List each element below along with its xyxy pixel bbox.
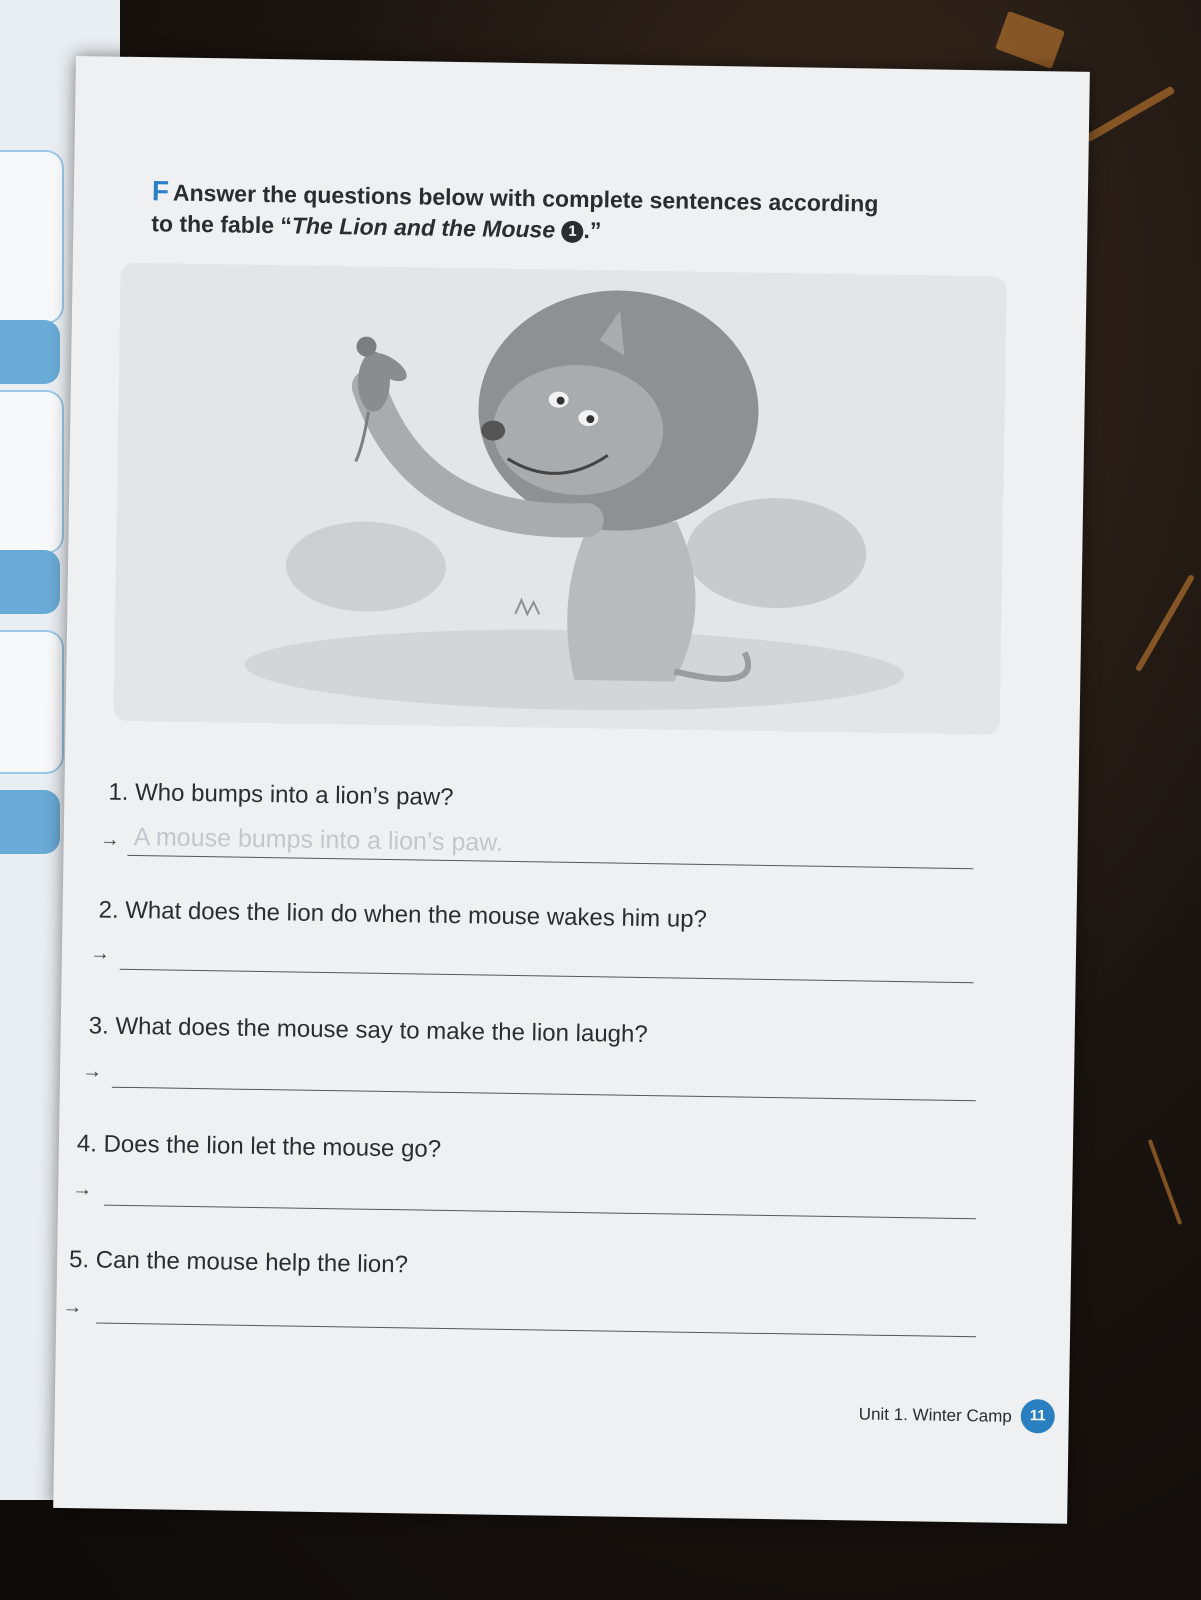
question-text: What does the mouse say to make the lion laugh? [115,1012,648,1049]
question-1 [108,779,453,812]
circled-number: 1 [561,221,583,243]
unit-label: Unit 1. Winter Camp [858,1404,1012,1426]
question-number: 1. [108,778,129,806]
question-text: Does the lion let the mouse go? [103,1130,442,1163]
sample-answer-1: A mouse bumps into a lion’s paw. [133,823,504,857]
question-number: 2. [98,896,119,924]
question-2 [98,896,707,934]
question-number: 4. [76,1130,98,1158]
question-text: Can the mouse help the lion? [95,1246,409,1279]
section-letter: F [151,175,170,207]
marble-vein [1148,1139,1183,1225]
answer-line-3[interactable] [112,1087,976,1102]
marble-vein [1085,86,1176,143]
answer-arrow-icon: → [62,1295,83,1319]
previous-page-box [0,150,64,324]
answer-line-1[interactable] [127,855,973,869]
question-text: What does the lion do when the mouse wakes him up? [125,896,708,934]
instruction-text [151,175,1012,253]
fable-title: The Lion and the Mouse [291,212,556,243]
question-3 [89,1012,648,1049]
instruction-line1: Answer the questions below with complete sentences according [172,179,879,217]
previous-page-tab [0,320,60,384]
answer-arrow-icon: → [99,828,120,851]
workbook-page [53,56,1090,1524]
previous-page-box [0,390,64,554]
question-number: 5. [68,1246,90,1274]
answer-line-2[interactable] [120,969,974,983]
question-4 [77,1130,442,1164]
answer-arrow-icon: → [89,942,111,965]
instruction-line2-suffix: .” [583,216,602,244]
instruction-line2-prefix: to the fable “ [151,210,293,239]
page-number-badge: 11 [1020,1399,1055,1434]
question-text: Who bumps into a lion’s paw? [134,779,454,812]
lion-holding-mouse-illustration [114,263,1007,735]
answer-line-5[interactable] [96,1322,976,1337]
answer-arrow-icon: → [81,1060,103,1083]
question-5 [69,1246,408,1279]
previous-page-box [0,630,64,774]
lion-mouse-illustration [114,263,1007,735]
answer-arrow-icon: → [72,1178,93,1201]
question-number: 3. [88,1012,109,1040]
answer-line-4[interactable] [104,1205,976,1220]
marble-vein [995,11,1065,69]
previous-page-tab [0,790,60,854]
previous-page-tab [0,550,60,614]
marble-vein [1135,574,1195,672]
